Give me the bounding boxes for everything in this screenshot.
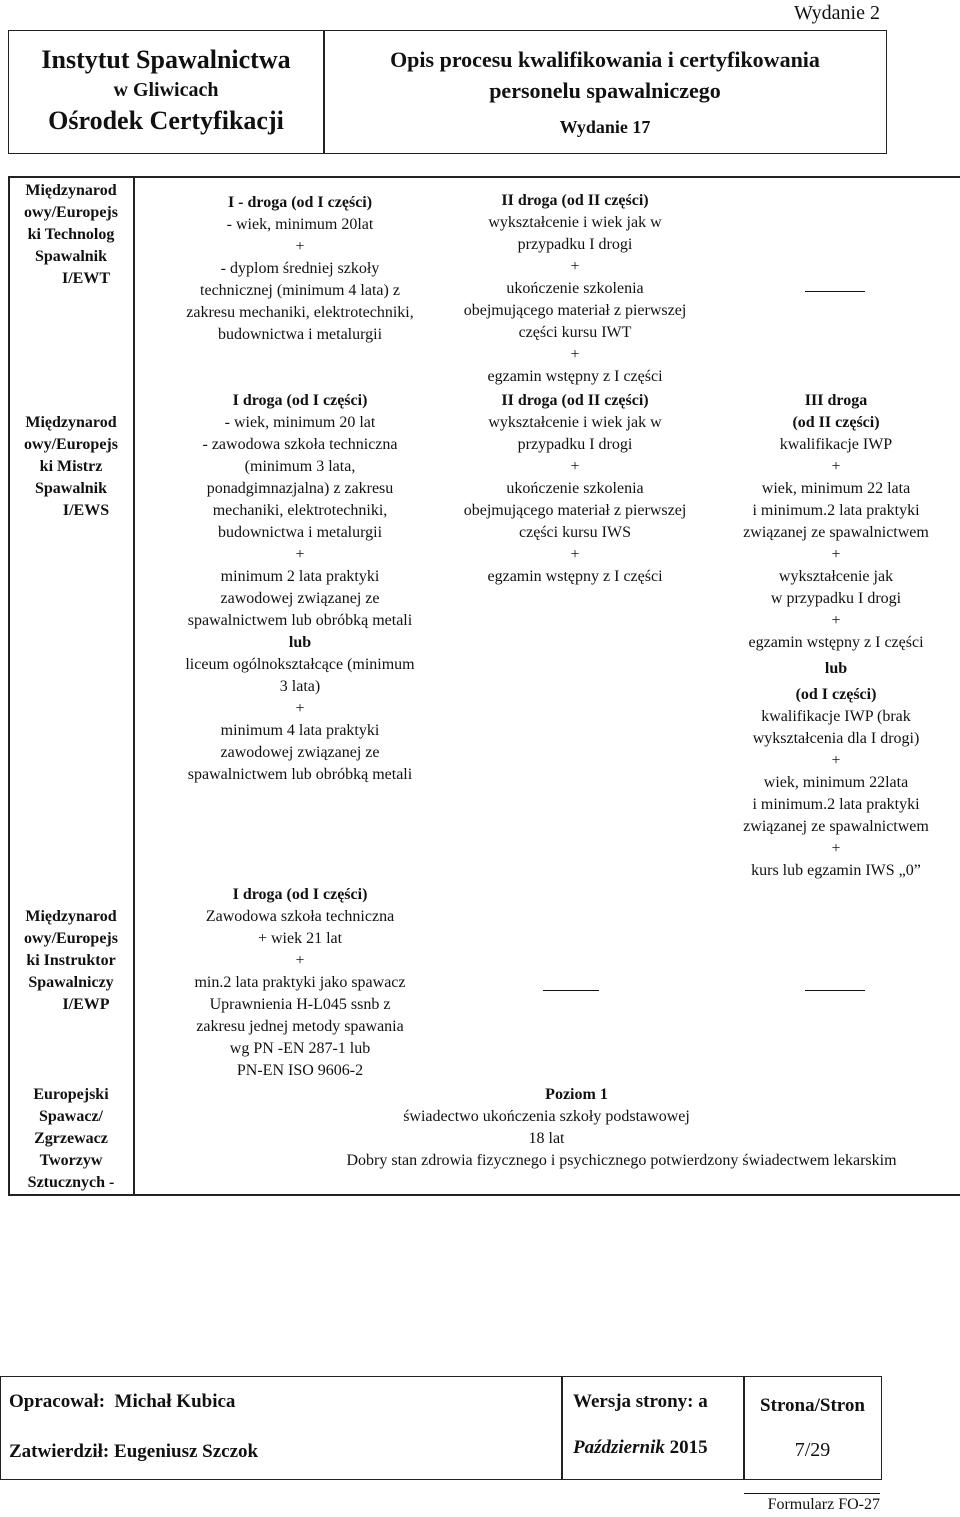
path-heading: III droga	[804, 392, 868, 409]
label-line: I/EWP	[62, 996, 110, 1013]
path-line: części kursu IWS	[519, 524, 631, 541]
ews-path-1	[135, 390, 465, 786]
label-line: owy/Europejs	[24, 436, 118, 453]
path-line: budownictwa i metalurgii	[217, 326, 383, 343]
path-line: Zawodowa szkoła techniczna	[205, 908, 395, 925]
path-line: +	[570, 546, 580, 563]
level-line: Dobry stan zdrowia fizycznego i psychicznego potwierdzony świadectwem lekarskim	[346, 1152, 897, 1169]
certification-center: Ośrodek Certyfikacji	[48, 106, 284, 135]
doc-title-line2: personelu spawalniczego	[489, 78, 721, 103]
approval-date	[573, 1437, 708, 1459]
path-line: min.2 lata praktyki jako spawacz	[194, 974, 406, 991]
path-line: wykształcenie i wiek jak w	[488, 414, 662, 431]
row-label-ewt	[10, 180, 132, 290]
path-line: obejmującego materiał z pierwszej	[463, 302, 687, 319]
path-line: minimum 4 lata praktyki	[220, 722, 380, 739]
label-line: Międzynarod	[25, 414, 117, 431]
label-line: Spawalnik	[34, 480, 108, 497]
path-line: (minimum 3 lata,	[244, 458, 356, 475]
path-line: - wiek, minimum 20lat	[226, 216, 374, 233]
document-header	[8, 30, 887, 154]
path-line: - dyplom średniej szkoły	[220, 260, 380, 277]
path-line: zawodowej związanej ze	[220, 744, 380, 761]
path-line: kurs lub egzamin IWS „0”	[751, 862, 921, 879]
path-line: obejmującego materiał z pierwszej	[463, 502, 687, 519]
path-line: liceum ogólnokształcące (minimum	[185, 656, 415, 673]
path-line: +	[570, 258, 580, 275]
level-title: Poziom 1	[545, 1086, 608, 1103]
label-line: Międzynarod	[25, 182, 117, 199]
label-line: I/EWT	[61, 270, 110, 287]
path-line: przypadku I drogi	[517, 236, 633, 253]
form-number: Formularz FO-27	[744, 1493, 880, 1514]
path-line: wiek, minimum 22 lata	[761, 480, 911, 497]
path-line: - wiek, minimum 20 lat	[224, 414, 376, 431]
label-line: Spawalniczy	[28, 974, 114, 991]
path-or: lub	[824, 660, 848, 677]
path-line: wykształcenia dla I drogi)	[752, 730, 920, 747]
path-line: +	[831, 840, 841, 857]
path-heading: II droga (od II części)	[501, 192, 649, 209]
path-line: związanej ze spawalnictwem	[743, 524, 929, 541]
path-line: - zawodowa szkoła techniczna	[202, 436, 398, 453]
path-line: wykształcenie i wiek jak w	[488, 214, 662, 231]
header-right	[325, 45, 885, 147]
ewp-path-1	[135, 884, 465, 1082]
page-number: 7/29	[794, 1439, 831, 1461]
level-line: 18 lat	[528, 1130, 565, 1147]
path-line: +	[831, 752, 841, 769]
path-line: przypadku I drogi	[517, 436, 633, 453]
path-line: kwalifikacje IWP (brak	[761, 708, 911, 725]
path-line: budownictwa i metalurgii	[217, 524, 383, 541]
table-top-border	[8, 176, 960, 178]
header-left	[9, 43, 323, 139]
path-line: +	[570, 346, 580, 363]
ewt-path-1	[135, 192, 465, 346]
label-line: I/EWS	[62, 502, 110, 519]
ewt-path-3-dash	[805, 291, 865, 292]
path-line: części kursu IWT	[518, 324, 632, 341]
institute-name: Instytut Spawalnictwa	[41, 45, 291, 74]
footer-table	[0, 1376, 882, 1480]
date-month: Październik	[573, 1437, 665, 1458]
path-line: egzamin wstępny z I części	[487, 568, 663, 585]
path-line: PN-EN ISO 9606-2	[236, 1062, 364, 1079]
label-line: ki Instruktor	[26, 952, 116, 969]
path-line: wiek, minimum 22lata	[763, 774, 909, 791]
footer-divider-2	[743, 1377, 745, 1479]
path-line: w przypadku I drogi	[770, 590, 902, 607]
path-heading: (od I części)	[795, 686, 877, 703]
approved-label: Zatwierdził:	[9, 1441, 110, 1462]
ewp-path-2-dash	[543, 990, 599, 991]
prepared-label: Opracował:	[9, 1391, 106, 1412]
path-line: minimum 2 lata praktyki	[220, 568, 380, 585]
page-version: Wersja strony: a	[573, 1391, 708, 1412]
page-label: Strona/Stron	[760, 1395, 865, 1416]
path-line: +	[570, 458, 580, 475]
path-or: lub	[288, 634, 312, 651]
path-line: mechaniki, elektrotechniki,	[212, 502, 388, 519]
path-line: +	[295, 952, 305, 969]
path-heading: I - droga (od I części)	[227, 194, 373, 211]
path-line: ponadgimnazjalna) z zakresu	[206, 480, 394, 497]
prepared-name: Michał Kubica	[114, 1391, 236, 1412]
level-requirements	[135, 1084, 958, 1172]
path-line: spawalnictwem lub obróbką metali	[187, 612, 413, 629]
path-line: i minimum.2 lata praktyki	[752, 502, 920, 519]
path-line: +	[831, 612, 841, 629]
path-line: +	[831, 458, 841, 475]
path-line: egzamin wstępny z I części	[487, 368, 663, 385]
path-line: i minimum.2 lata praktyki	[752, 796, 920, 813]
path-heading: I droga (od I części)	[232, 886, 368, 903]
label-line: Tworzyw	[39, 1152, 103, 1169]
path-line: +	[295, 546, 305, 563]
label-line: owy/Europejs	[24, 930, 118, 947]
ews-path-3	[720, 390, 952, 882]
label-line: Spawalnik	[34, 248, 108, 265]
doc-edition: Wydanie 17	[559, 117, 651, 137]
label-line: Zgrzewacz	[34, 1130, 108, 1147]
path-line: Uprawnienia H-L045 ssnb z	[209, 996, 391, 1013]
table-bottom-border	[8, 1194, 960, 1196]
path-line: + wiek 21 lat	[257, 930, 343, 947]
path-heading: II droga (od II części)	[501, 392, 649, 409]
label-line: ki Mistrz	[39, 458, 103, 475]
path-line: zakresu mechaniki, elektrotechniki,	[186, 304, 414, 321]
path-line: 3 lata)	[279, 678, 321, 695]
row-label-ews	[10, 412, 132, 522]
ewp-path-3-dash	[805, 990, 865, 991]
label-line: Sztucznych -	[27, 1174, 115, 1191]
approved-name: Eugeniusz Szczok	[114, 1441, 259, 1462]
approved-by	[9, 1441, 258, 1463]
path-line: spawalnictwem lub obróbką metali	[187, 766, 413, 783]
table-left-border	[8, 176, 10, 1195]
path-heading: (od II części)	[792, 414, 880, 431]
path-line: ukończenie szkolenia	[506, 280, 644, 297]
path-heading: I droga (od I części)	[232, 392, 368, 409]
path-line: związanej ze spawalnictwem	[743, 818, 929, 835]
path-line: +	[295, 238, 305, 255]
footer-divider-1	[561, 1377, 563, 1479]
path-line: wg PN -EN 287-1 lub	[229, 1040, 371, 1057]
path-line: +	[295, 700, 305, 717]
prepared-by	[9, 1391, 235, 1413]
label-line: Spawacz/	[39, 1108, 103, 1125]
row-label-plastics-welder	[10, 1084, 132, 1194]
path-line: egzamin wstępny z I części	[748, 634, 924, 651]
row-label-ewp	[10, 906, 132, 1016]
path-line: ukończenie szkolenia	[506, 480, 644, 497]
path-line: zakresu jednej metody spawania	[196, 1018, 404, 1035]
label-line: Międzynarod	[25, 908, 117, 925]
path-line: technicznej (minimum 4 lata) z	[200, 282, 400, 299]
edition-top: Wydanie 2	[794, 2, 880, 24]
path-line: +	[831, 546, 841, 563]
path-line: wykształcenie jak	[778, 568, 894, 585]
label-line: Europejski	[33, 1086, 109, 1103]
doc-title-line1: Opis procesu kwalifikowania i certyfikowania	[390, 47, 820, 72]
label-line: ki Technolog	[27, 226, 115, 243]
institute-city: w Gliwicach	[113, 79, 219, 101]
ewt-path-2	[425, 190, 725, 388]
ews-path-2	[425, 390, 725, 588]
level-line: świadectwo ukończenia szkoły podstawowej	[403, 1108, 690, 1125]
label-line: owy/Europejs	[24, 204, 118, 221]
date-year: 2015	[669, 1437, 708, 1458]
path-line: zawodowej związanej ze	[220, 590, 380, 607]
path-line: kwalifikacje IWP	[779, 436, 893, 453]
